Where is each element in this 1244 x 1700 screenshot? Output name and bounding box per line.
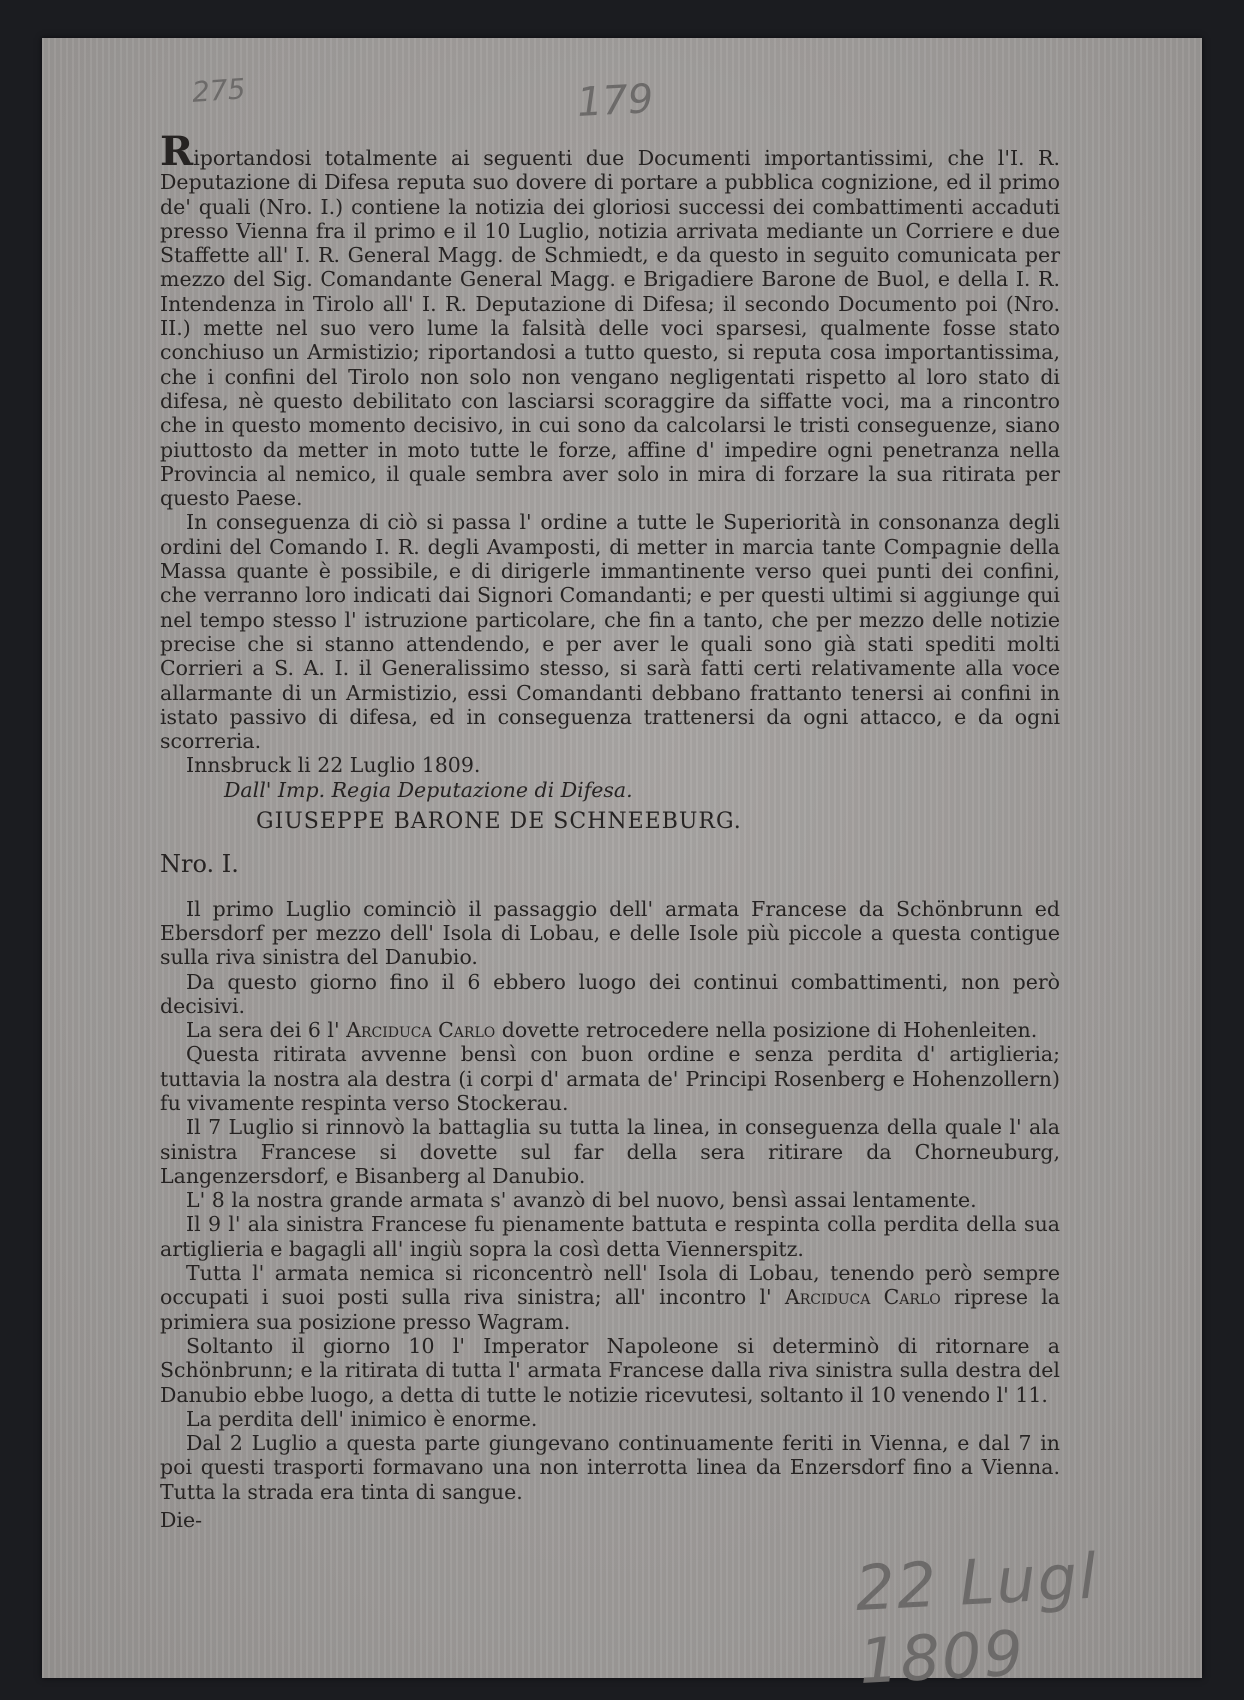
proclamation-paragraph-1	[160, 128, 1060, 511]
doc1-paragraph: Il 7 Luglio si rinnovò la battaglia su tutta la linea, in conseguenza della quale l' ala sinistra Francese si dovette sul far della sera ritirare da Chorneuburg, Langenzersdorf, e Bisanberg al Danubio.	[160, 1115, 1060, 1188]
document-sheet	[42, 38, 1202, 1698]
place-date: Innsbruck li 22 Luglio 1809.	[186, 753, 481, 778]
doc1-paragraph: Dal 2 Luglio a questa parte giungevano continuamente feriti in Vienna, e dal 7 in poi questi trasporti formavano una non interrotta linea da Enzersdorf fino a Vienna. Tutta la strada era tinta di sangue.	[160, 1431, 1060, 1504]
doc1-paragraph: La perdita dell' inimico è enorme.	[186, 1406, 538, 1431]
drop-cap: R	[160, 128, 194, 175]
doc1-paragraph: Il primo Luglio cominciò il passaggio dell' armata Francese da Schönbrunn ed Ebersdorf per mezzo dell' Isola di Lobau, e delle Isole più piccole a questa contigue sulla riva sinistra del Danubio.	[160, 896, 1060, 970]
signatory: GIUSEPPE BARONE DE SCHNEEBURG.	[256, 809, 742, 835]
doc1-paragraph: Da questo giorno fino il 6 ebbero luogo dei continui combattimenti, non però decisivi.	[160, 969, 1060, 1018]
doc1-paragraph: L' 8 la nostra grande armata s' avanzò di bel nuovo, bensì assai lentamente.	[186, 1188, 977, 1213]
document-one-heading: Nro. I.	[160, 850, 239, 879]
paragraph-1-text: iportandosi totalmente ai seguenti due Documenti importantissimi, che l'I. R. Deputazione di Difesa reputa suo dovere di portare a pubblica cognizione, ed il primo de' quali (Nro. I.) contiene la notizia dei gloriosi successi dei combattimenti accaduti presso Vienna fra il primo e il 10 Luglio, notizia arrivata mediante un Corriere e due Staffette all' I. R. General Magg. de Schmiedt, e da questo in seguito comunicata per mezzo del Sig. Comandante General Magg. e Brigadiere Barone de Buol, e della I. R. Intendenza in Tirolo all' I. R. Deputazione di Difesa; il secondo Documento poi (Nro. II.) mette nel suo vero lume la falsità delle voci sparsesi, qualmente fosse stato conchiuso un Armistizio; riportandosi a tutto questo, si reputa cosa importantissima, che i confini del Tirolo non solo non vengano negligentati rispetto al loro stato di difesa, nè questo debilitato con lasciarsi scoraggire da siffatte voci, ma a rincontro che in questo momento decisivo, in cui sono da calcolarsi le tristi conseguenze, siano piuttosto da metter in moto tutte le forze, affine d' impedire ogni penetranza nella Provincia al nemico, il quale sembra aver solo in mira di forzare la sua ritirata per questo Paese.	[160, 146, 1060, 511]
catchword: Die-	[160, 1508, 203, 1533]
doc1-paragraph	[160, 1261, 1060, 1334]
person-name: Arciduca Carlo	[346, 1018, 496, 1043]
doc1-paragraph: Il 9 l' ala sinistra Francese fu pienamente battuta e respinta colla perdita della sua artiglieria e bagagli all' ingiù sopra la così detta Viennerspitz.	[160, 1212, 1060, 1261]
text-fragment: riprese la primiera sua posizione presso Wagram.	[160, 1285, 1061, 1334]
folio-number-old: 275	[190, 72, 247, 109]
doc1-paragraph	[160, 1018, 1060, 1042]
issuing-authority: Dall' Imp. Regia Deputazione di Difesa.	[224, 777, 633, 802]
text-fragment: dovette retrocedere nella posizione di Hohenleiten.	[501, 1018, 1038, 1043]
text-fragment: Tutta l' armata nemica si riconcentrò nell' Isola di Lobau, tenendo però sempre occupati i suoi posti sulla riva sinistra; all' incontro l'	[160, 1261, 1060, 1310]
doc1-paragraph: Questa ritirata avvenne bensì con buon ordine e senza perdita d' artiglieria; tuttavia la nostra ala destra (i corpi d' armata de' Principi Rosenberg e Hohenzollern) fu vivamente respinta verso Stockerau.	[160, 1042, 1060, 1115]
doc1-paragraph: Soltanto il giorno 10 l' Imperator Napoleone si determinò di ritornare a Schönbrunn; e la ritirata di tutta l' armata Francese dalla riva sinistra sulla destra del Danubio ebbe luogo, a detta di tutte le notizie ricevutesi, soltanto il 10 venendo l' 11.	[160, 1333, 1060, 1407]
pencil-date-note: 22 Lugl 1809	[853, 1539, 1100, 1698]
text-fragment: La sera dei 6 l'	[186, 1018, 340, 1043]
proclamation-text	[160, 128, 1061, 1533]
folio-number-new: 179	[575, 76, 655, 126]
person-name: Arciduca Carlo	[784, 1285, 941, 1310]
proclamation-paragraph-2: In conseguenza di ciò si passa l' ordine a tutte le Superiorità in consonanza degli ordini del Comando I. R. degli Avamposti, di metter in marcia tante Compagnie della Massa quante è possibile, e di dirigerle immantinente verso quei punti dei confini, che verranno loro indicati dai Signori Comandanti; e per questi ultimi si aggiunge qui nel tempo stesso l' istruzione particolare, che fin a tanto, che per mezzo delle notizie precise che si stanno attendendo, e per aver le quali sono già stati spediti molti Corrieri a S. A. I. il Generalissimo stesso, si sarà fatti certi relativamente alla voce allarmante di un Armistizio, essi Comandanti debbano frattanto tenersi ai confini in istato passivo di difesa, ed in conseguenza trattenersi da ogni attacco, e da ogni scorreria.	[160, 510, 1060, 754]
